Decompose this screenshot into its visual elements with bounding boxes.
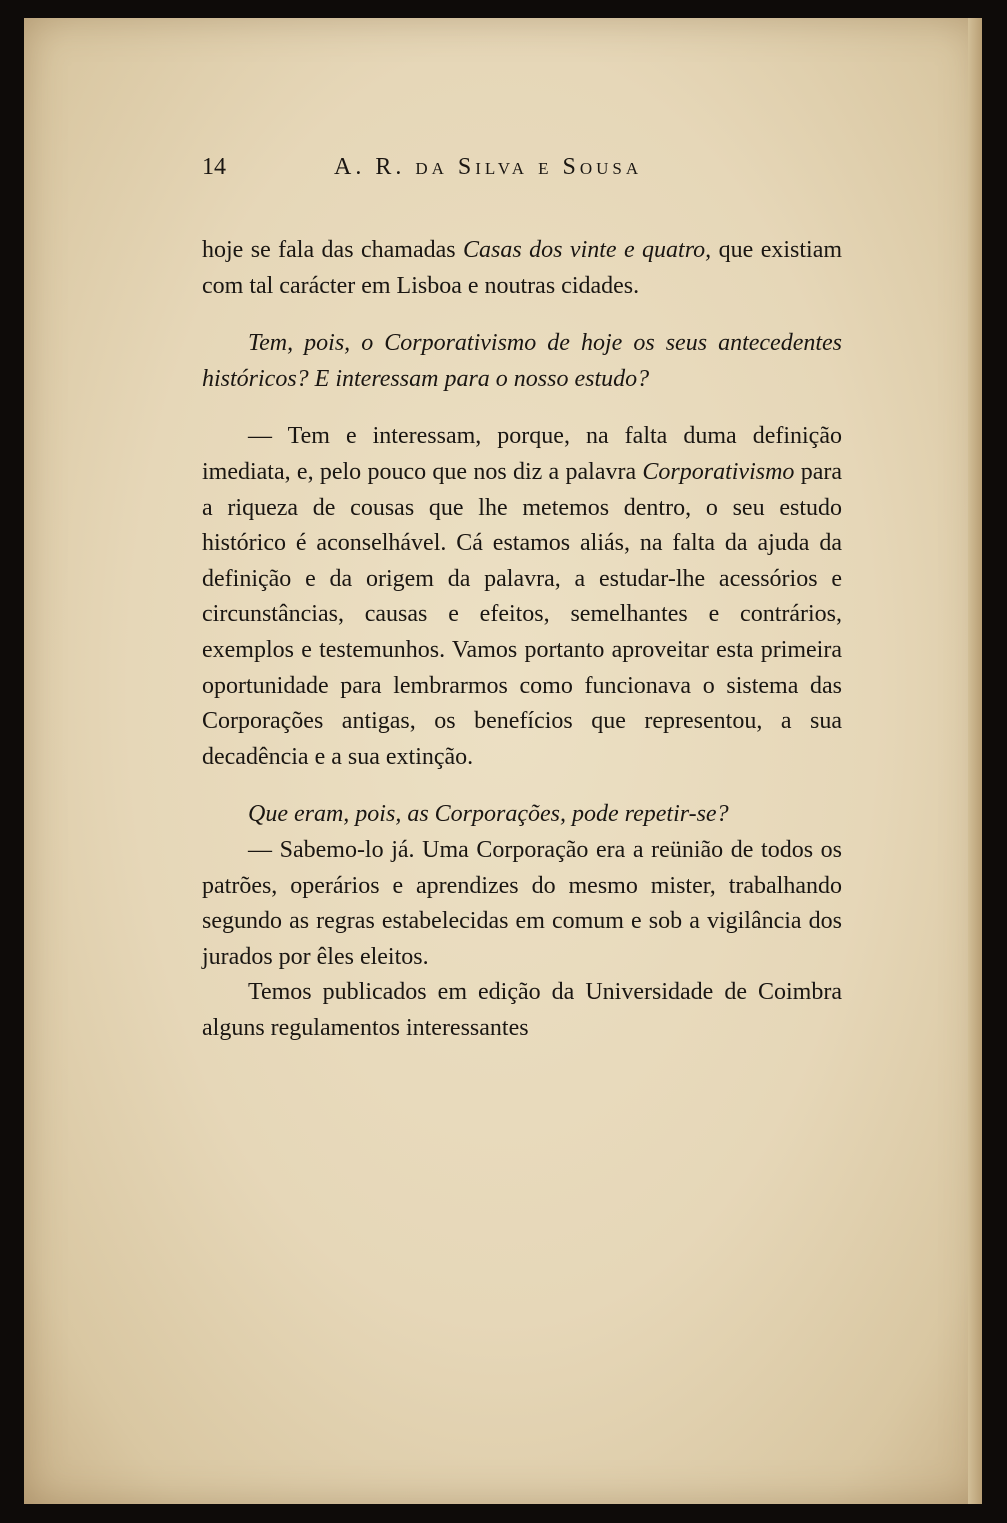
text-run: — Sabemo-lo já. Uma Corporação era a reünião de todos os patrões, operários e aprendizes do mesmo mister, trabalhando segundo as regras estabelecidas em comum e sob a vigilância dos jurados por êles eleitos. — [202, 836, 842, 970]
page-number: 14 — [202, 154, 226, 180]
answer-tem-e-interessam — [202, 419, 842, 775]
text-run: Temos publicados em edição da Universidade de Coimbra alguns regulamentos interessantes — [202, 979, 842, 1041]
text-run: Tem, pois, o Corporativismo de hoje os seus antecedentes históricos? E interessam para o nosso estudo? — [202, 330, 842, 392]
text-run: hoje se fala das chamadas — [202, 237, 464, 263]
page-header — [202, 154, 842, 188]
text-run: que existiam com tal carácter em Lisboa e noutras cidades. — [202, 237, 843, 299]
text-run: para a riqueza de cousas que lhe metemos dentro, o seu estudo histórico é aconselhável. Cá estamos aliás, na falta da ajuda da definição e da origem da palavra, a estudar-lhe acessórios e circunstâncias, causas e efeitos, semelhantes e contrários, exemplos e testemunhos. Vamos portanto aproveitar esta primeira oportunidade para lembrarmos como funcionava o sistema das Corporações antigas, os benefícios que representou, a sua decadência e a sua extinção. — [202, 458, 843, 770]
italic-run: Casas dos vinte e quatro, — [463, 237, 712, 263]
italic-run: Corporativismo — [642, 458, 795, 485]
paragraph-temos-publicados — [202, 975, 842, 1046]
page-edge — [968, 18, 982, 1504]
body-text — [202, 233, 842, 1046]
answer-sabemo-lo-ja — [202, 833, 842, 975]
question-antecedentes — [202, 326, 842, 397]
text-run: Que eram, pois, as Corporações, pode repetir-se? — [248, 801, 729, 828]
text-run: — Tem e interessam, porque, na falta duma definição imediata, e, pelo pouco que nos diz a palavra — [202, 423, 842, 485]
running-title: A. R. da Silva e Sousa — [334, 154, 643, 180]
paragraph-casas-dos-vinte-e-quatro — [202, 233, 842, 304]
question-que-eram-corporacoes — [202, 797, 842, 833]
